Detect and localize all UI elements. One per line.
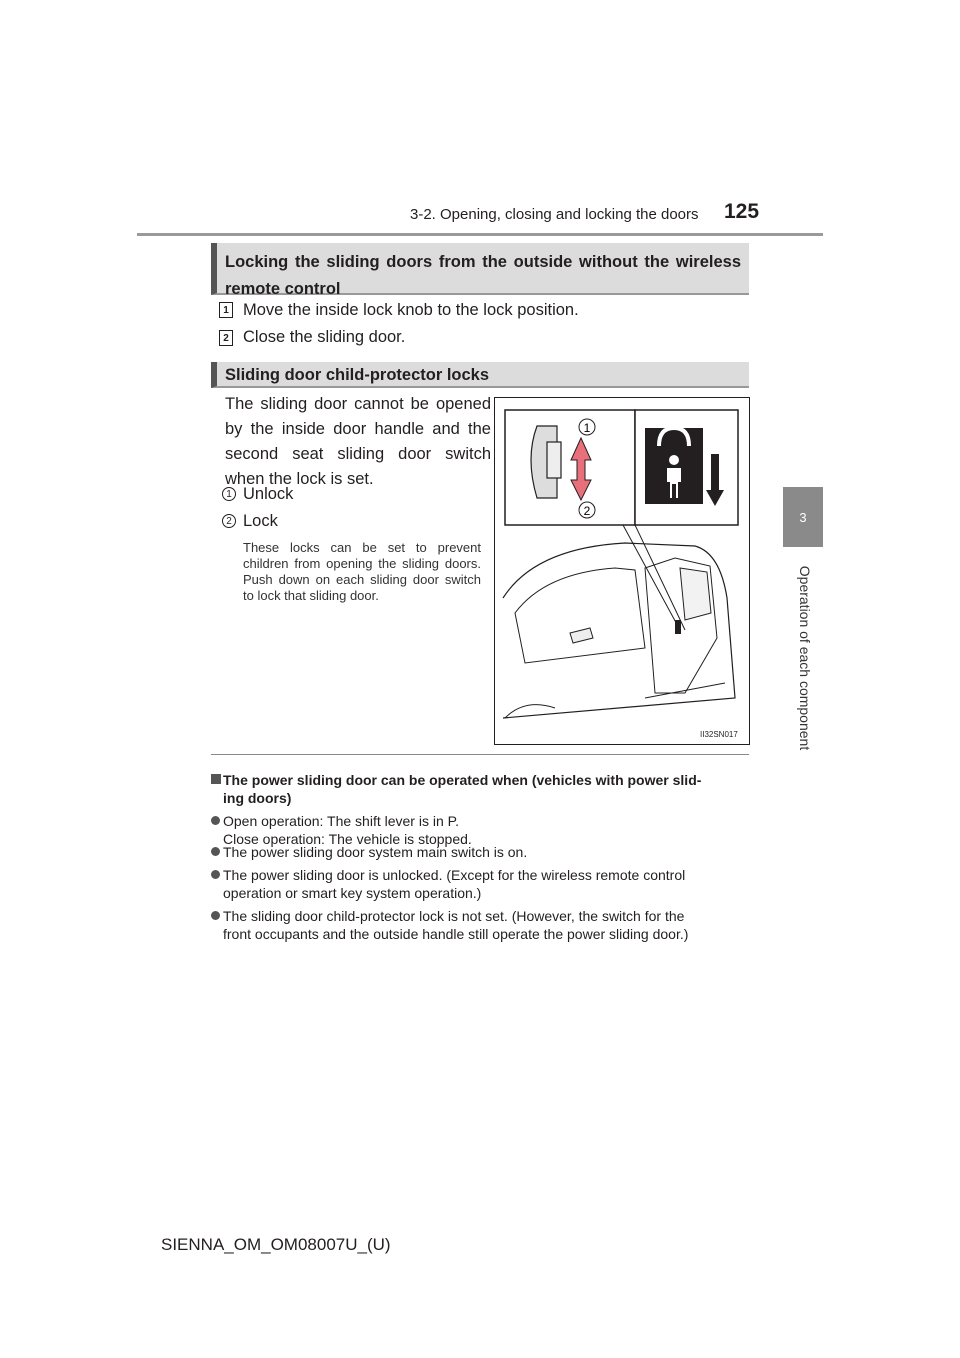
item-number-1: 1 xyxy=(222,487,236,501)
note-heading-line2: ing doors) xyxy=(223,790,292,806)
section-heading-child-locks: Sliding door child-protector locks xyxy=(211,362,749,388)
item-number-2: 2 xyxy=(222,514,236,528)
chapter-number: 3 xyxy=(799,509,807,525)
child-lock-symbol-icon xyxy=(645,428,703,504)
child-lock-description: The sliding door cannot be opened by the inside door handle and the second seat sliding door switch when the lock is set. xyxy=(225,395,491,488)
section-heading-locking-outside xyxy=(211,243,749,298)
note-bullet-2 xyxy=(223,843,751,861)
note-heading-line1: The power sliding door can be operated when (vehicles with power slid- xyxy=(223,772,702,788)
note-bullet-1-line1: Open operation: The shift lever is in P. xyxy=(223,813,460,829)
note-bullet-4 xyxy=(223,907,751,943)
note-bullet-3-line1: The power sliding door is unlocked. (Except for the wireless remote control xyxy=(223,867,686,883)
round-bullet-icon xyxy=(211,911,220,920)
header-rule xyxy=(137,233,823,236)
running-header: 3-2. Opening, closing and locking the doors xyxy=(410,206,699,223)
note-bullet-4-line2: front occupants and the outside handle still operate the power sliding door.) xyxy=(223,926,689,942)
section-heading-line1: Locking the sliding doors from the outside without the wireless xyxy=(225,253,741,271)
note-bullet-3 xyxy=(223,866,751,902)
step-text-1: Move the inside lock knob to the lock position. xyxy=(243,301,579,319)
item-label-unlock: Unlock xyxy=(243,485,294,503)
round-bullet-icon xyxy=(211,816,220,825)
document-footer: SIENNA_OM_OM08007U_(U) xyxy=(161,1235,391,1254)
step-badge-2: 2 xyxy=(219,330,233,346)
note-bullet-1-line2: Close operation: The vehicle is stopped. xyxy=(223,831,472,847)
section-heading-line2: remote control xyxy=(225,280,341,298)
step-text-2: Close the sliding door. xyxy=(243,328,406,346)
note-bullet-4-line1: The sliding door child-protector lock is not set. (However, the switch for the xyxy=(223,908,685,924)
round-bullet-icon xyxy=(211,847,220,856)
inset-switch-box xyxy=(505,410,635,525)
page-number: 125 xyxy=(724,200,760,223)
note-divider xyxy=(211,754,749,755)
callout-2-text: 2 xyxy=(583,504,591,518)
illustration-svg xyxy=(495,398,749,744)
step-badge-1: 1 xyxy=(219,302,233,318)
note-bullet-3-line2: operation or smart key system operation.) xyxy=(223,885,482,901)
child-lock-illustration xyxy=(494,397,750,745)
square-bullet-icon xyxy=(211,774,221,784)
round-bullet-icon xyxy=(211,870,220,879)
note-bullet-2-line1: The power sliding door system main switch is on. xyxy=(223,844,528,860)
child-lock-note: These locks can be set to prevent children from opening the sliding doors. Push down on each sliding door switch to lock that sliding door. xyxy=(243,540,481,603)
item-label-lock: Lock xyxy=(243,512,278,530)
chapter-label: Operation of each component xyxy=(797,565,813,751)
note-heading xyxy=(211,771,751,807)
van-outline xyxy=(503,543,735,718)
figure-code: II32SN017 xyxy=(700,730,738,739)
callout-1-text: 1 xyxy=(583,421,591,435)
